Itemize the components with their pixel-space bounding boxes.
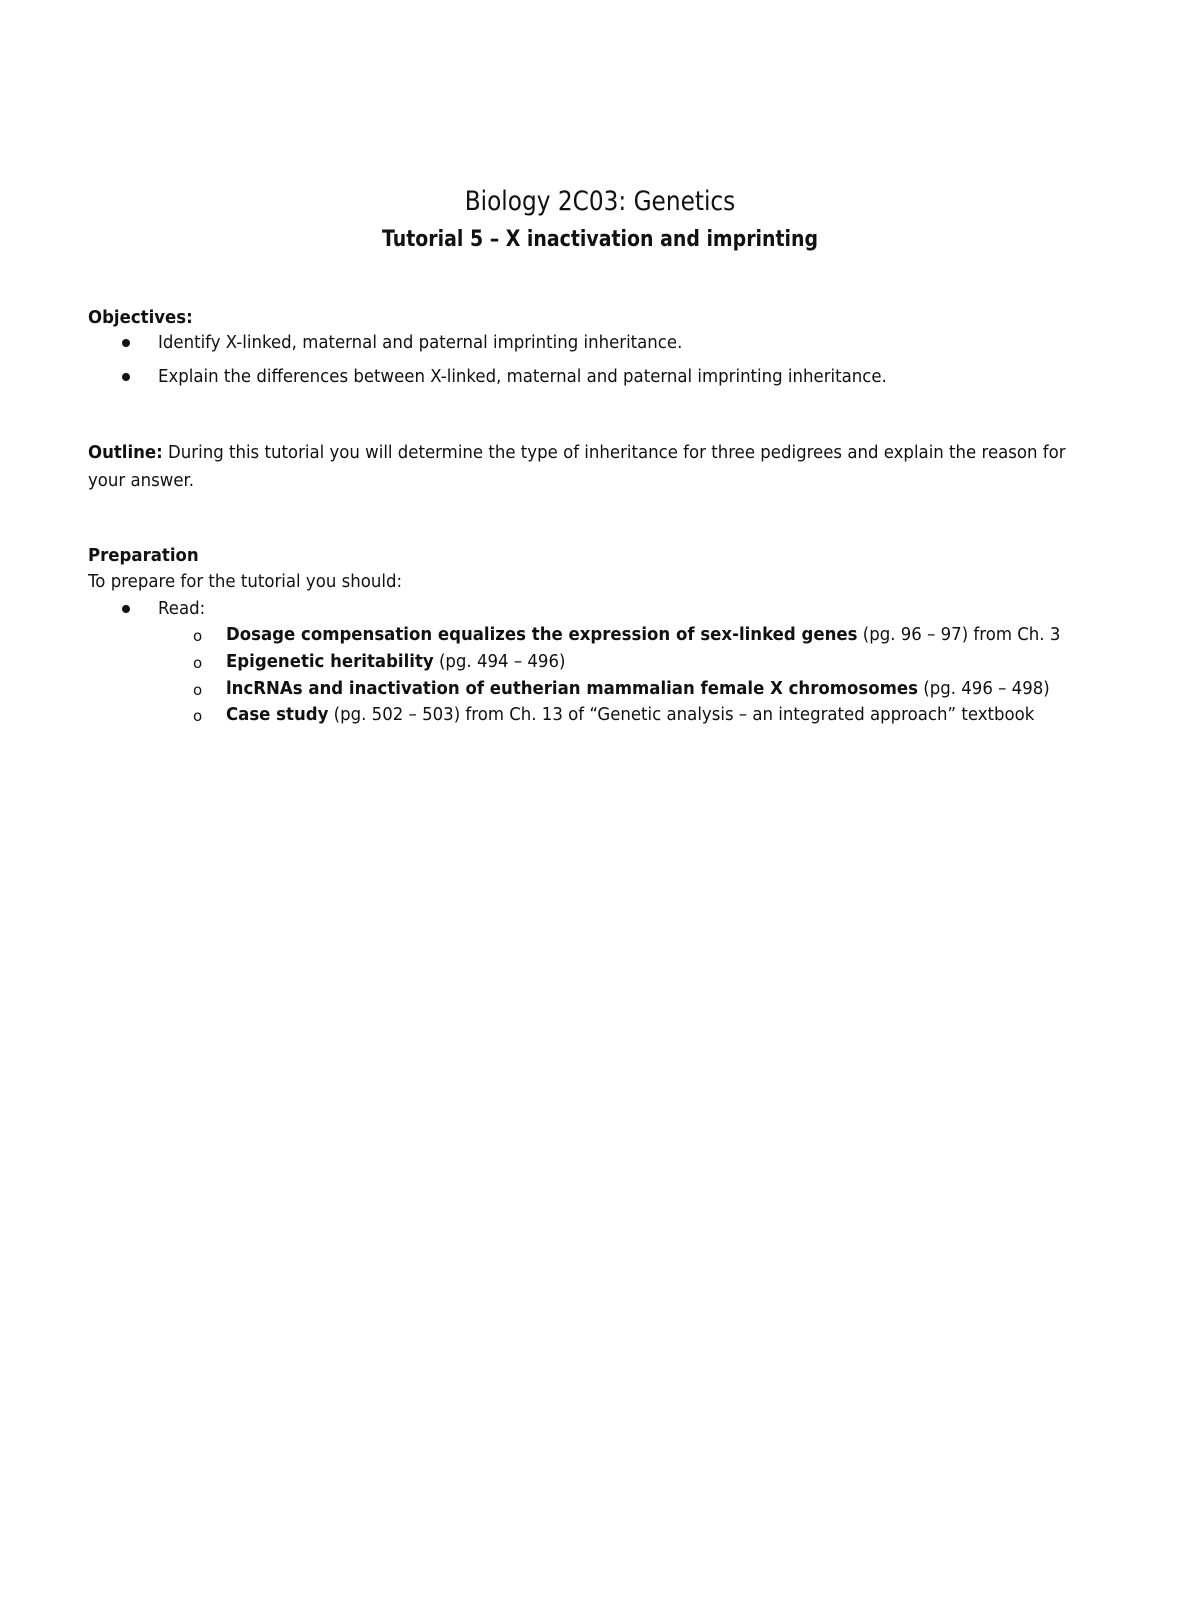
reading-title: Case study: [226, 704, 329, 725]
outline-label: Outline:: [88, 442, 163, 463]
reading-detail: (pg. 496 – 498): [917, 678, 1050, 699]
bullet-icon: [122, 339, 130, 347]
reading-item: [226, 677, 1050, 701]
bullet-icon: [122, 605, 130, 613]
outline-text-line2: your answer.: [88, 470, 195, 491]
bullet-icon: [122, 373, 130, 381]
page-title: Biology 2C03: Genetics: [464, 186, 736, 217]
objective-item: Explain the differences between X-linked, maternal and paternal imprinting inheritance.: [158, 366, 887, 387]
sub-bullet-icon: o: [193, 654, 203, 672]
reading-title: Epigenetic heritability: [226, 651, 434, 672]
preparation-intro: To prepare for the tutorial you should:: [88, 571, 403, 592]
outline-paragraph: [88, 441, 1066, 465]
objective-item: Identify X-linked, maternal and paternal imprinting inheritance.: [158, 332, 683, 353]
reading-detail: (pg. 96 – 97) from Ch. 3: [857, 624, 1061, 645]
sub-bullet-icon: o: [193, 627, 203, 645]
objectives-heading: Objectives:: [88, 307, 193, 328]
reading-item: [226, 650, 565, 674]
sub-bullet-icon: o: [193, 707, 203, 725]
reading-detail: (pg. 502 – 503) from Ch. 13 of “Genetic analysis – an integrated approach” textbook: [328, 704, 1035, 725]
preparation-heading: Preparation: [88, 545, 199, 566]
reading-title: lncRNAs and inactivation of eutherian mammalian female X chromosomes: [226, 678, 918, 699]
sub-bullet-icon: o: [193, 681, 203, 699]
read-label: Read:: [158, 598, 206, 619]
page-subtitle: Tutorial 5 – X inactivation and imprinting: [381, 227, 819, 252]
reading-item: [226, 623, 1060, 647]
reading-item: [226, 703, 1034, 727]
reading-detail: (pg. 494 – 496): [433, 651, 566, 672]
reading-title: Dosage compensation equalizes the expression of sex-linked genes: [226, 624, 858, 645]
outline-text-line1: During this tutorial you will determine the type of inheritance for three pedigrees and explain the reason for: [162, 442, 1066, 463]
